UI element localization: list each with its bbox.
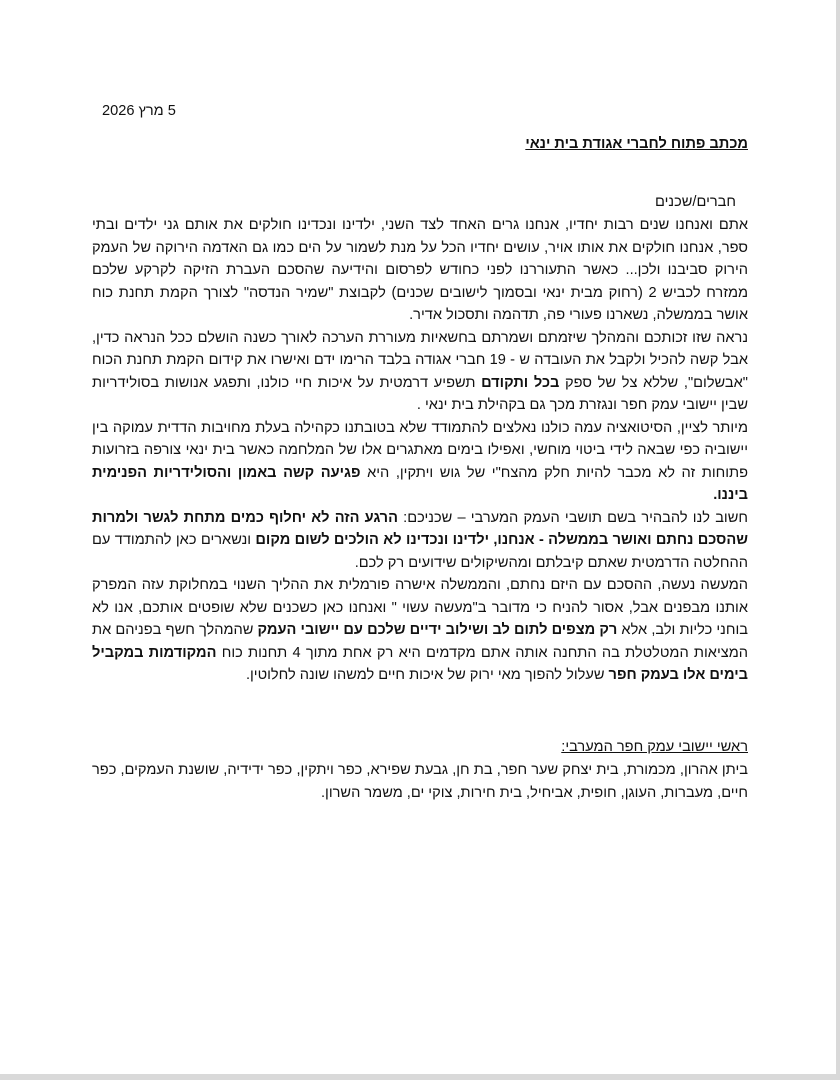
- background-edge-right: [836, 0, 840, 1080]
- paragraph-4-text-c: ונשארים כאן להתמודד עם ההחלטה הדרמטית שאתם קיבלתם ומהשיקולים שידועים רק לכם.: [92, 532, 748, 571]
- paragraph-3-bold: פגיעה קשה באמון והסולידריות הפנימית ביננו.: [92, 464, 748, 503]
- paragraph-3-text-a: מיותר לציין, הסיטואציה עמה כולנו נאלצים להתמודד שלא בטובתנו כקהילה בעלת מחויבות הדדית עמוקה בין יישוביה כפי שבאה לידי ביטוי מוחשי, ואפילו בימים מאתגרים אלו של המלחמה כאשר בית ינאי צורפה בזרועות פתוחות זה לא מכבר להיות חלק מהצח"י של גוש ויתקין, היא: [92, 419, 748, 481]
- paragraph-2-bold: בכל ותקודם: [481, 374, 560, 391]
- letter-body: [92, 100, 748, 805]
- paragraph-5-text-c: שהמהלך חשף בפניהם את המציאות המטלטלת בה התחנה אותה אתם מקדמים היא רק אחת מתוך 4 תחנות כוח: [92, 622, 748, 661]
- paragraph-5: [92, 574, 748, 687]
- letter-date: 5 מרץ 2026: [102, 103, 176, 119]
- letter-title: מכתב פתוח לחברי אגודת בית ינאי: [525, 136, 748, 152]
- paragraph-4-text-a: חשוב לנו להבהיר בשם תושבי העמק המערבי – שכניכם:: [397, 509, 748, 526]
- background-edge-bottom: [0, 1074, 840, 1080]
- paragraph-4: [92, 507, 748, 575]
- paragraph-5-text-a: המעשה נעשה, ההסכם עם היזם נחתם, והממשלה אישרה פורמלית את ההליך השנוי במחלוקת עזה המפרק אותנו מבפנים אבל, אסור להניח כי מדובר ב"מעשה עשוי " ואנחנו כאן כשכנים שלא שופטים אותכם, אנו לא בוחני כליות ולב, אלא: [92, 577, 748, 638]
- signatories-heading: ראשי יישובי עמק חפר המערבי:: [561, 738, 748, 755]
- paragraph-5-bold-1: רק מצפים לתום לב ושילוב ידיים שלכם עם יישובי העמק: [257, 622, 618, 638]
- paragraph-1: אתם ואנחנו שנים רבות יחדיו, אנחנו גרים האחד לצד השני, ילדינו ונכדינו חולקים את אותם גני ילדים ובתי ספר, אנחנו חולקים את אותו אויר, עושים יחדיו הכל על מנת לשמור על הים כמו גם האדמה הירוקה של העמק הירוק סביבנו ולכן... כאשר התעוררנו לפני כחודש לפרסום והידיעה שהסכם העברת הזיקה לקרקע שלכם ממזרח לכביש 2 (רחוק מבית ינאי ובסמוך לישובים שכנים) לקבוצת "שמיר הנדסה" לצורך הקמת תחנת כוח אושר בממשלה, נשארנו פעורי פה, תדהמה ותסכול אדיר.: [92, 217, 748, 323]
- paragraph-2-text-c: תשפיע דרמטית על איכות חיי כולנו, ותפגע אנושות בסולידריות שבין יישובי עמק חפר ונגזרת מכך גם בקהילת בית ינאי .: [92, 374, 748, 413]
- paragraph-2: [92, 327, 748, 417]
- paragraph-5-text-e: שעלול להפוך מאי ירוק של איכות חיים למשהו שונה לחלוטין.: [245, 667, 609, 683]
- paragraph-4-bold: הרגע הזה לא יחלוף כמים מתחת לגשר ולמרות שהסכם נחתם ואושר בממשלה - אנחנו, ילדינו ונכדינו לא הולכים לשום מקום: [92, 509, 748, 548]
- letter-greeting: חברים/שכנים: [655, 194, 736, 210]
- paragraph-2-text-a: נראה שזו זכותכם והמהלך שיזמתם ושמרתם בחשאיות מעוררת הערכה לאורך כשנה הושלם ככל הנראה כדין, אבל קשה להכיל ולקבל את העובדה ש - 19 חברי אגודה בלבד הרימו ידם ואישרו את קידום הקמת תחנת הכוח "אבשלום", שללא צל של ספק: [92, 329, 748, 391]
- paragraph-5-bold-2: המקודמות במקביל בימים אלו בעמק חפר: [92, 644, 748, 683]
- signatories-list: ביתן אהרון, מכמורת, בית יצחק שער חפר, בת חן, גבעת שפירא, כפר ויתקין, כפר ידידיה, שושנת העמקים, כפר חיים, מעברות, העוגן, חופית, אביחיל, בית חירות, צוקי ים, משמר השרון.: [92, 761, 748, 801]
- paragraph-3: [92, 417, 748, 507]
